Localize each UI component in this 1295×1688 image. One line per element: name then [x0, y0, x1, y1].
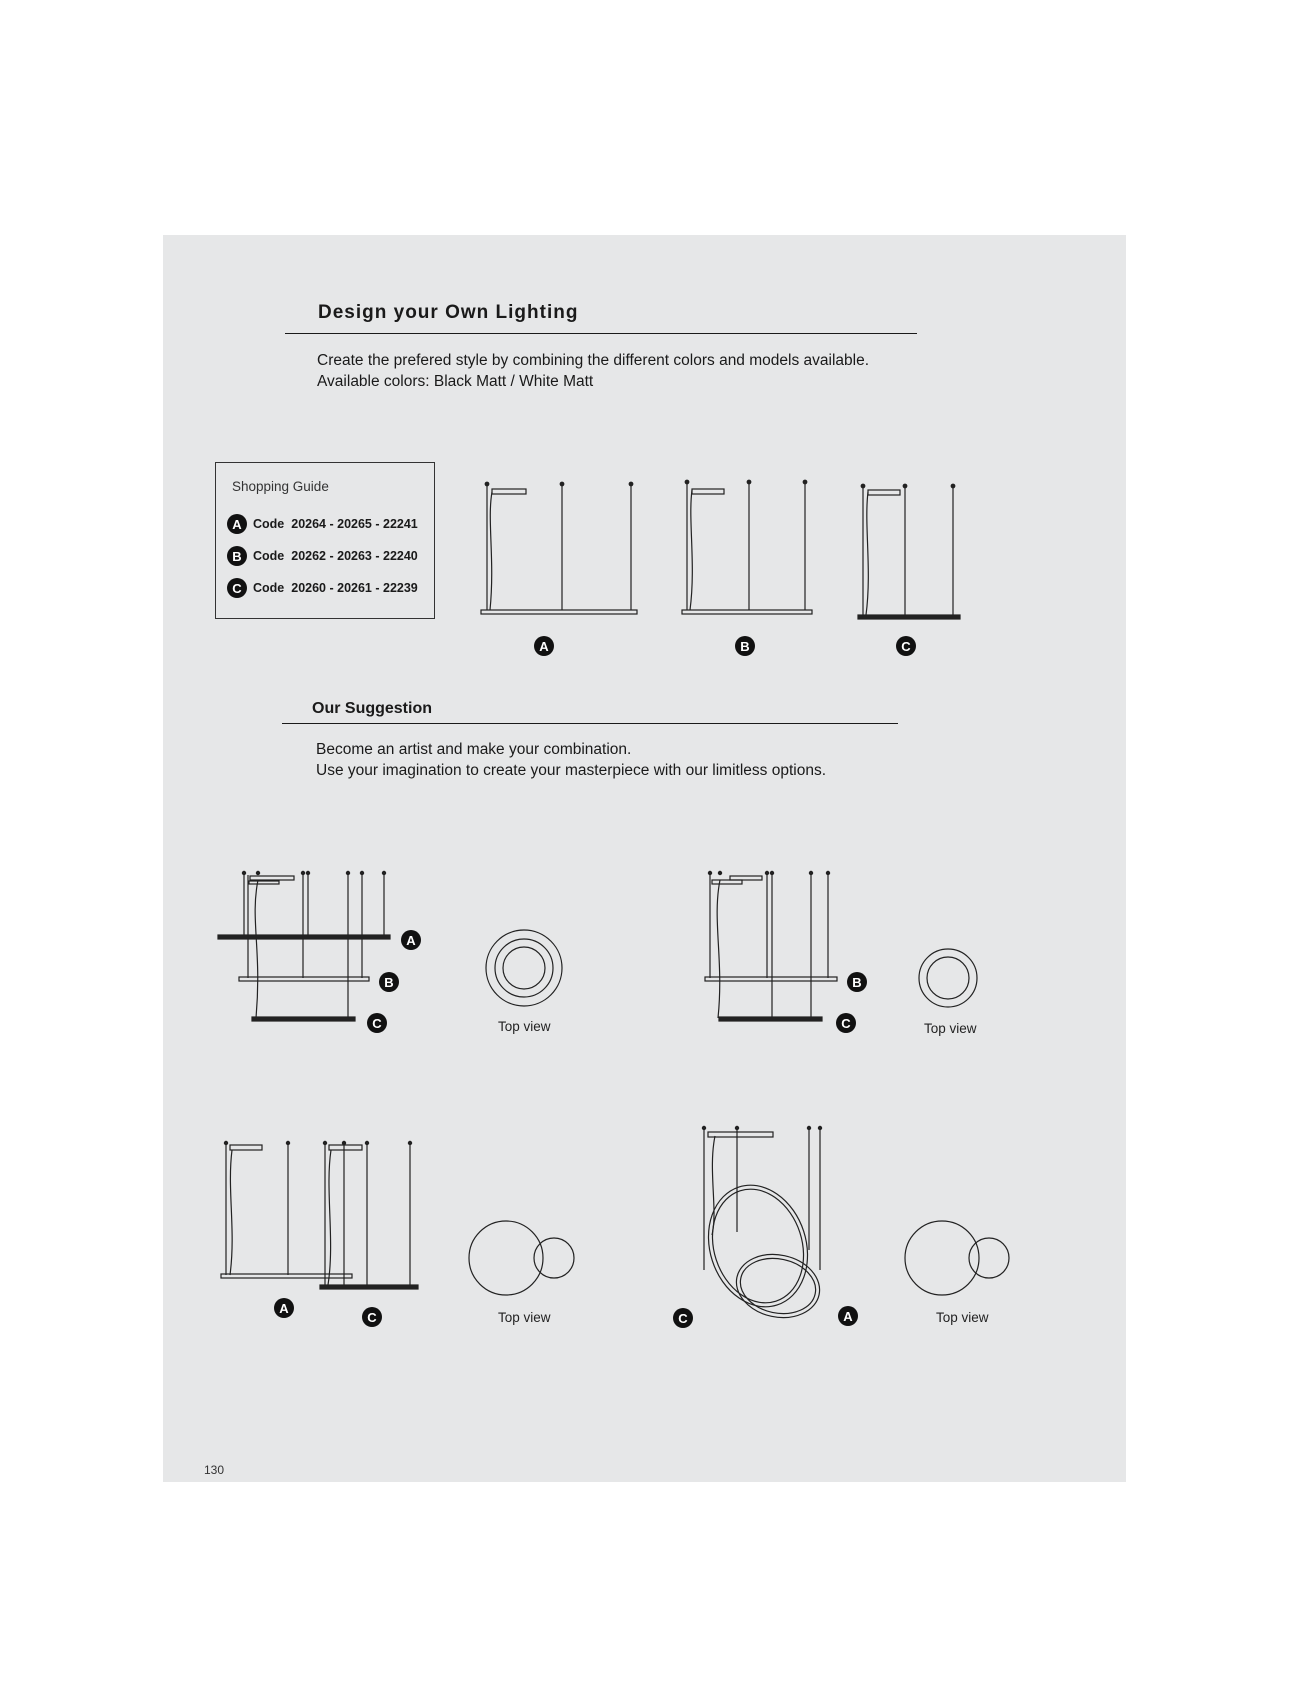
- page-title: Design your Own Lighting: [318, 302, 579, 323]
- model-badge-a: A: [534, 636, 554, 656]
- top-view-label-1: Top view: [498, 1019, 551, 1034]
- suggestion-line-2: Use your imagination to create your masterpiece with our limitless options.: [316, 762, 827, 779]
- combo1-badge-b: B: [379, 972, 399, 992]
- top-view-3-drawing: [469, 1221, 574, 1295]
- lamp-model-c-drawing: [858, 484, 960, 619]
- badge-b: B: [227, 546, 247, 566]
- top-view-1-drawing: [486, 930, 562, 1006]
- combo1-badge-a: A: [401, 930, 421, 950]
- badge-a: A: [227, 514, 247, 534]
- intro-line-1: Create the prefered style by combining the different colors and models available.: [317, 352, 869, 369]
- page-number: 130: [204, 1463, 225, 1477]
- combo4-badge-c: C: [673, 1308, 693, 1328]
- top-view-label-4: Top view: [936, 1310, 989, 1325]
- code-values-b: 20262 - 20263 - 22240: [291, 549, 418, 563]
- model-badge-c: C: [896, 636, 916, 656]
- combo2-badge-c: C: [836, 1013, 856, 1033]
- lamp-model-a-drawing: [481, 482, 637, 614]
- top-view-2-drawing: [919, 949, 977, 1007]
- suggestion-title: Our Suggestion: [312, 700, 432, 717]
- suggestion-line-1: Become an artist and make your combination.: [316, 741, 632, 758]
- code-values-c: 20260 - 20261 - 22239: [291, 581, 418, 595]
- badge-c: C: [227, 578, 247, 598]
- model-badge-b: B: [735, 636, 755, 656]
- suggestion-text: [316, 739, 826, 781]
- lamp-model-b-drawing: [682, 480, 812, 614]
- combo-abc-drawing: [218, 871, 390, 1021]
- combo-bc-drawing: [705, 871, 837, 1021]
- shopping-guide-title: Shopping Guide: [232, 479, 329, 494]
- combo1-badge-c: C: [367, 1013, 387, 1033]
- combo3-badge-c: C: [362, 1307, 382, 1327]
- top-view-label-3: Top view: [498, 1310, 551, 1325]
- suggestion-rule: [282, 723, 898, 724]
- combo3-badge-a: A: [274, 1298, 294, 1318]
- combo-ac-drawing: [221, 1141, 418, 1289]
- combo-rings-drawing: [693, 1126, 825, 1325]
- code-label: Code: [253, 517, 285, 531]
- code-label: Code: [253, 549, 285, 563]
- code-label: Code: [253, 581, 285, 595]
- intro-line-2: Available colors: Black Matt / White Matt: [317, 373, 594, 390]
- combo2-badge-b: B: [847, 972, 867, 992]
- combo4-badge-a: A: [838, 1306, 858, 1326]
- top-view-4-drawing: [905, 1221, 1009, 1295]
- top-view-label-2: Top view: [924, 1021, 977, 1036]
- code-values-a: 20264 - 20265 - 22241: [291, 517, 418, 531]
